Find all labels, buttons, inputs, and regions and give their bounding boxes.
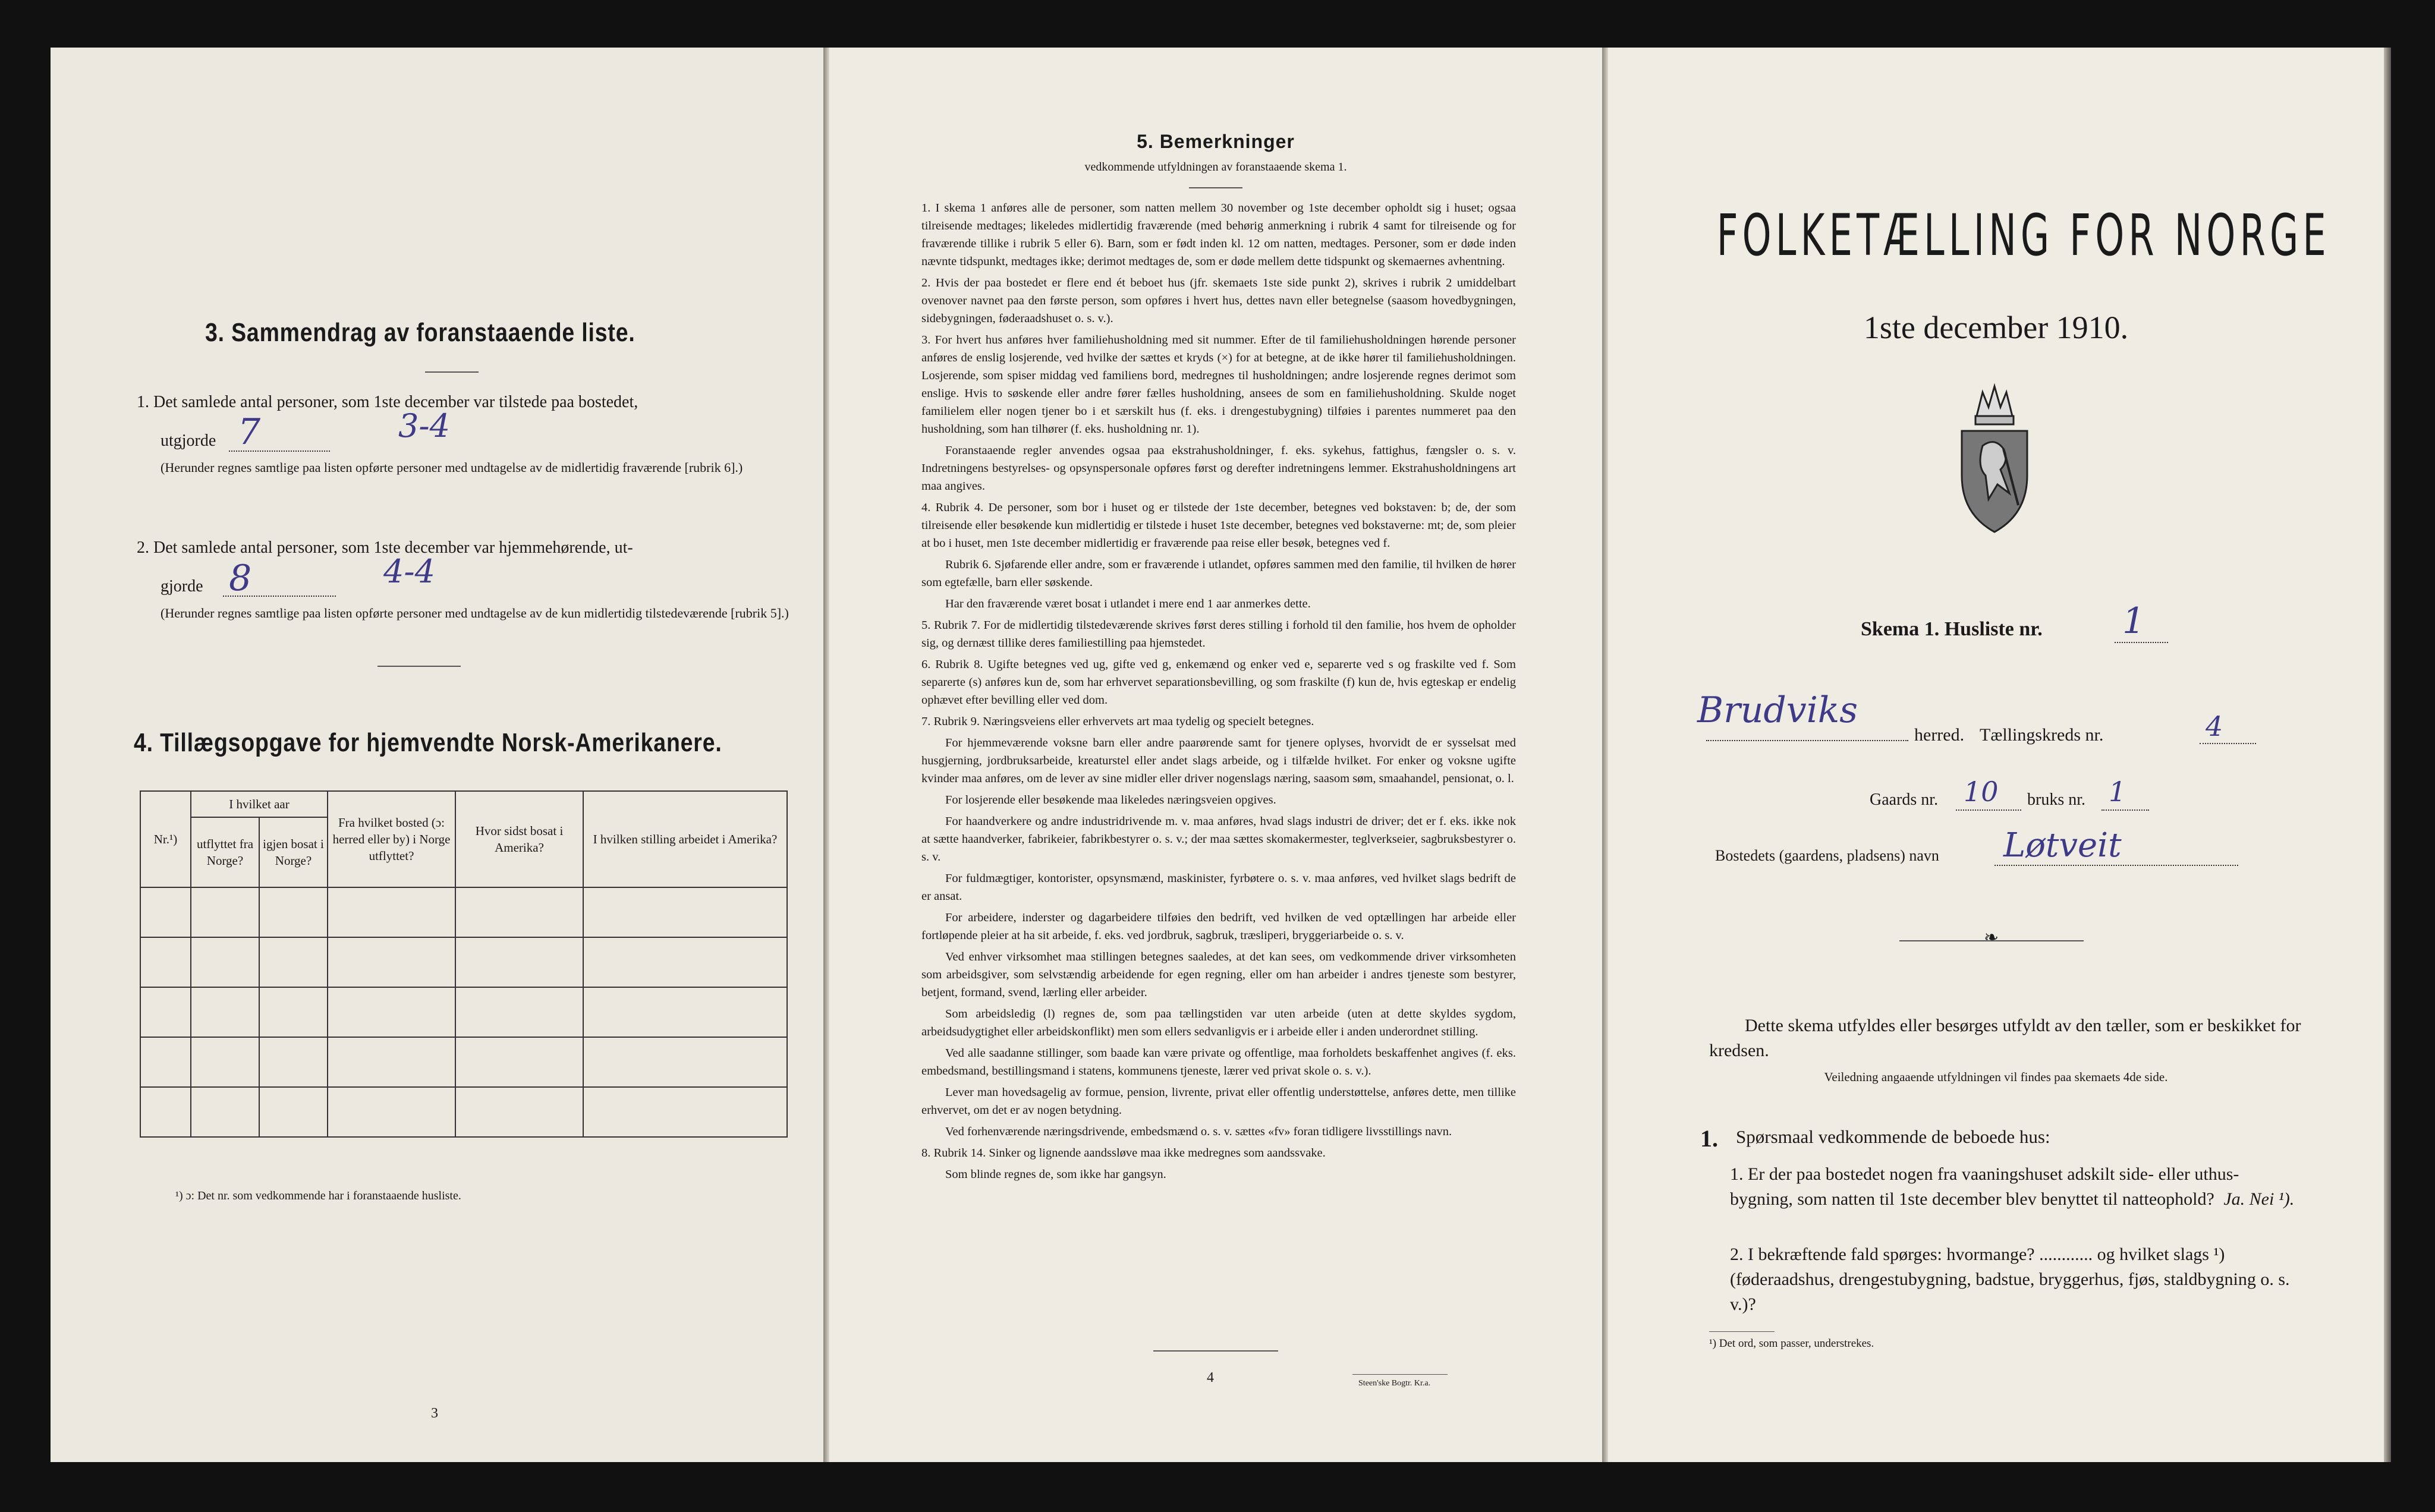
col-nr: Nr.¹) [140,791,191,887]
dotted-line [223,596,336,597]
remark: Ved forhenværende næringsdrivende, embedsmænd o. s. v. sættes «fv» foran tidligere livsstillings navn. [945,1125,1452,1138]
kreds-label: Tællingskreds nr. [1980,725,2104,745]
item1-value: 7 [238,411,261,453]
remark: 4. Rubrik 4. De personer, som bor i huset og er tilstede der 1ste december, betegnes ved bokstaven: b; de, der som tilreisende eller besøkende kun midlertidig er tilstede i huset 1ste december, betegnes ved bokstaverne: mt; de, som pleier at bo i huset, men 1ste december midlertidig er fraværende paa reise eller besøk, betegnes ved f. [921,501,1516,550]
remark: 2. Hvis der paa bostedet er flere end ét beboet hus (jfr. skemaets 1ste side punkt 2), skrives i rubrik 2 umiddelbart ovenover navnet paa den første person, som opføres i hvert hus, dettes navn eller betegnelse (saasom hovedbygningen, sidebygningen, føderaadshuset o. s. v.). [921,276,1516,325]
question-1-text: 1. Er der paa bostedet nogen fra vaaningshuset adskilt side- eller uthus-bygning, som natten til 1ste december blev benyttet til natteophold? [1730,1164,2239,1209]
remarks-subtitle: vedkommende utfyldningen av foranstaaende skema 1. [1084,160,1347,174]
bruks-value: 1 [2109,776,2126,808]
page-middle [829,48,1602,1462]
divider [1352,1374,1448,1375]
item1-extra: 3-4 [398,407,450,445]
coat-of-arms-icon [1953,380,2036,535]
page-fold [1602,48,1608,1462]
remark: For haandverkere og andre industridrivende m. v. maa anføres, hvad slags industri de driver; det er f. eks. ikke nok at sætte haandverker, fabrikeier, fabrikbestyrer o. s. v.; der maa sættes skomakermester, teglverkseier, sagbruksbestyrer o. s. v. [921,815,1516,864]
footnote: ¹) ɔ: Det nr. som vedkommende har i foranstaaende husliste. [175,1189,461,1202]
question-1 [1730,1162,2301,1212]
remark: Rubrik 6. Sjøfarende eller andre, som er fraværende i utlandet, opføres sammen med den familie, til hvilken de hører som egtefælle, barn eller søskende. [921,558,1516,589]
husliste-nr: 1 [2122,600,2145,642]
item1-prefix: utgjorde [161,431,216,450]
remark: Foranstaaende regler anvendes ogsaa paa ekstrahusholdninger, f. eks. sykehus, fattighus, fængsler o. s. v. Indretningens bestyrelses- og opsynspersonale opføres først og derefter indretningens lemmer. Ekstrahusholdningens art maa angives. [921,444,1516,493]
footnote: ¹) Det ord, som passer, understrekes. [1709,1337,1874,1350]
remark: Har den fraværende været bosat i utlandet i mere end 1 aar anmerkes dette. [945,597,1311,610]
dotted-line [2200,743,2256,744]
remark: Ved alle saadanne stillinger, som baade kan være private og offentlige, maa forholdets beskaffenhet angives (f. eks. embedsmand, bestillingsmand i statens, kommunens tjeneste, lærer ved privat skole o. s. v.). [921,1047,1516,1078]
skema-label: Skema 1. Husliste nr. [1861,618,2043,640]
kreds-value: 4 [2206,710,2223,742]
page-fold [823,48,829,1462]
remark: 8. Rubrik 14. Sinker og lignende aandssløve maa ikke medregnes som aandssvake. [921,1146,1326,1160]
col-hvor: Hvor sidst bosat i Amerika? [455,791,583,887]
norsk-amerikaner-table [140,790,788,1138]
dotted-line [2101,809,2149,811]
col-igjen: igjen bosat i Norge? [259,817,328,887]
bosted-value: Løtveit [2003,826,2122,865]
dotted-line [1706,740,1908,741]
divider [377,666,461,667]
table-row [140,987,787,1037]
remark: Som blinde regnes de, som ikke har gangsyn. [945,1168,1166,1181]
divider [425,371,479,373]
bosted-label: Bostedets (gaardens, pladsens) navn [1715,847,1939,864]
divider [1709,1331,1775,1332]
page-left [51,48,823,1462]
table-row [140,937,787,987]
printer-imprint: Steen'ske Bogtr. Kr.a. [1358,1379,1431,1388]
remark: 7. Rubrik 9. Næringsveiens eller erhvervets art maa tydelig og specielt betegnes. [921,715,1314,728]
remark: For hjemmeværende voksne barn eller andre paarørende samt for tjenere oplyses, hvorvidt de er sysselsat med husgjerning, jordbruksarbeide, kreaturstel eller andet slags arbeide, og i tilfælde hvilket. For enker og voksne ugifte kvinder maa anføres, om de lever av sine midler eller driver nogenslags næring, saasom søm, smaahandel, pensionat, o. l. [921,736,1516,785]
remarks-list [921,199,1516,1187]
remark: 1. I skema 1 anføres alle de personer, som natten mellem 30 november og 1ste december opholdt sig i huset; ogsaa tilreisende medtages; likeledes midlertidig fraværende (med behørig anmerkning i rubrik 4 samt for tilreisende og for fraværende tillike i rubrik 5 eller 6). Barn, som er født inden kl. 12 om natten, medtages. Personer, som er døde inden nævnte tidspunkt, medtages ikke; derimot medtages de, som er døde mellem dette tidspunkt og skemaernes avhentning. [921,201,1516,268]
dotted-line [229,451,330,452]
item2-prefix: gjorde [161,577,203,596]
col-group: I hvilket aar [191,791,328,817]
table-row [140,1037,787,1087]
question-heading: Spørsmaal vedkommende de beboede hus: [1736,1126,2050,1147]
divider [1189,187,1242,188]
dotted-line [1994,865,2238,866]
herred-label: herred. [1914,725,1965,745]
item1-note: (Herunder regnes samtlige paa listen opførte personer med undtagelse av de midlertidig fraværende [rubrik 6].) [161,460,743,475]
col-stilling: I hvilken stilling arbeidet i Amerika? [583,791,787,887]
col-utflyttet: utflyttet fra Norge? [191,817,259,887]
remark: Ved enhver virksomhet maa stillingen betegnes saaledes, at det kan sees, om vedkommende driver virksomheten som arbeidsgiver, som selvstændig arbeidende for egen regning, eller om han arbeider i andres tjeneste som bestyrer, betjent, formand, svend, lærling eller arbeider. [921,950,1516,999]
item2-line: 2. Det samlede antal personer, som 1ste december var hjemmehørende, ut- [137,538,633,557]
gaards-value: 10 [1964,776,1999,808]
item2-note: (Herunder regnes samtlige paa listen opførte personer med undtagelse av de kun midlertidig tilstedeværende [rubrik 5].) [161,606,789,620]
intro-text: Dette skema utfyldes eller besørges utfyldt av den tæller, som er beskikket for kredsen. [1709,1016,2301,1060]
remark: Som arbeidsledig (l) regnes de, som paa tællingstiden var uten arbeide (uten at dette skyldes sygdom, arbeidsudygtighet eller arbeidskonflikt) men som ellers sedvanligvis er i arbeide eller i anden underordnet stilling. [921,1007,1516,1038]
page-number: 4 [1207,1370,1214,1385]
form-title: FOLKETÆLLING FOR NORGE [1716,202,2330,269]
remark: For arbeidere, inderster og dagarbeidere tilføies den bedrift, ved hvilken de ved optællingen har arbeide eller fortløpende pleier at ha sit arbeide, f. eks. ved jordbruk, sagbruk, træsliperi, bryggeriarbeide o. s. v. [921,911,1516,942]
section3-title: 3. Sammendrag av foranstaaende liste. [205,318,636,347]
form-date: 1ste december 1910. [1863,310,2129,345]
table-row [140,887,787,937]
col-fra: Fra hvilket bosted (ɔ: herred eller by) i Norge utflyttet? [328,791,455,887]
remark: For fuldmægtiger, kontorister, opsynsmænd, maskinister, fyrbøtere o. s. v. maa anføres, ved hvilket slags bedrift de er ansat. [921,872,1516,903]
section4-title: 4. Tillægsopgave for hjemvendte Norsk-Amerikanere. [134,728,722,757]
dotted-line [1956,809,2021,811]
item1-line: 1. Det samlede antal personer, som 1ste december var tilstede paa bostedet, [137,393,638,411]
herred-value: Brudviks [1697,689,1858,731]
question-heading-num: 1. [1700,1125,1718,1152]
guide-text: Veiledning angaaende utfyldningen vil findes paa skemaets 4de side. [1824,1070,2168,1084]
remark: For losjerende eller besøkende maa likeledes næringsveien opgives. [945,793,1276,807]
divider [1153,1350,1278,1352]
table-row [140,1087,787,1137]
page-right [1608,48,2384,1462]
item2-extra: 4-4 [383,553,435,590]
remark: 6. Rubrik 8. Ugifte betegnes ved ug, gifte ved g, enkemænd og enker ved e, separerte ved s og fraskilte ved f. Som separerte (s) anføres kun de, som har erhvervet separationsbevilling, og som fraskilte (f) kun de, hvis egteskap er endelig ophævet efter bevilling eller ved dom. [921,658,1516,707]
remark: 5. Rubrik 7. For de midlertidig tilstedeværende skrives først deres stilling i forhold til den familie, hos hvem de opholder sig, og dernæst tillike deres familiestilling paa hjemstedet. [921,619,1516,650]
question-2: 2. I bekræftende fald spørges: hvormange? ............ og hvilket slags ¹) (føderaadshus, drengestubygning, badstue, bryggerhus, fjøs, staldbygning o. s. v.)? [1730,1245,2290,1314]
page-edge [2384,48,2391,1462]
remarks-title: 5. Bemerkninger [1137,131,1295,152]
remark: 3. For hvert hus anføres hver familiehusholdning med sit nummer. Efter de til familiehusholdningen hørende personer anføres de enslig losjerende, ved hvilke der sættes et kryds (×) for at betegne, at de ikke hører til familiehusholdningen. Losjerende, som spiser middag ved familiens bord, medregnes til husholdningen; andre losjerende regnes derimot som enslige. Hvis to søskende eller andre fører fælles husholdning, ansees de som en familiehusholdning. Skulde noget familielem eller nogen tjener bo i et særskilt hus (f. eks. i drengestubygning) tilføies i parentes nummeret paa den husholdning, som han tilhører (f. eks. husholdning nr. 1). [921,333,1516,436]
ornament-icon: ❧ [1984,928,1999,947]
dotted-line [2115,642,2168,643]
gaards-label: Gaards nr. [1870,790,1939,809]
bruks-label: bruks nr. [2027,790,2085,809]
question-1-answer: Ja. Nei ¹). [2223,1189,2295,1209]
page-number: 3 [431,1406,438,1421]
remark: Lever man hovedsagelig av formue, pension, livrente, privat eller offentlig understøttelse, anføres dette, men tillike erhvervet, om det er av nogen betydning. [921,1086,1516,1117]
item2-value: 8 [229,557,252,599]
